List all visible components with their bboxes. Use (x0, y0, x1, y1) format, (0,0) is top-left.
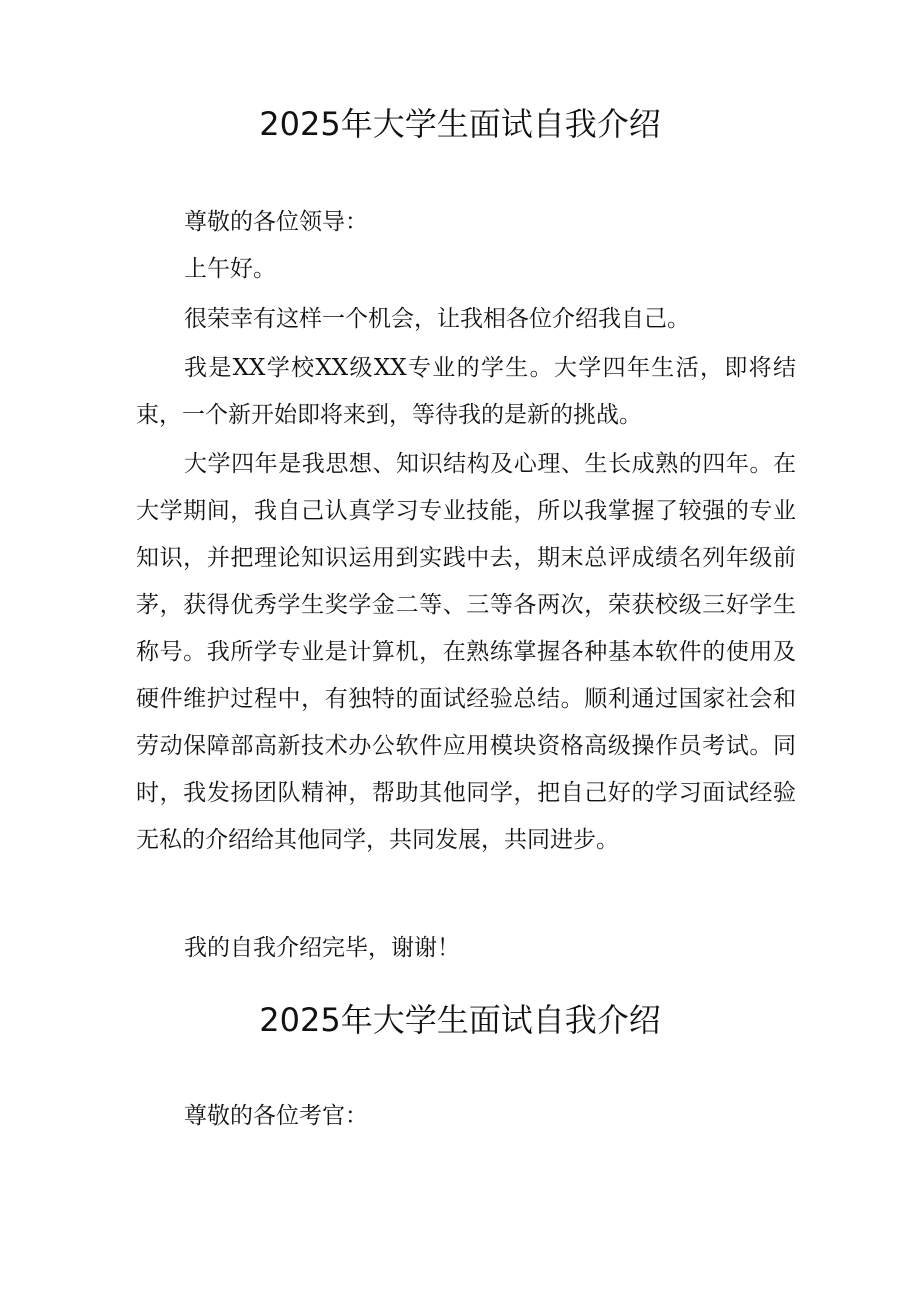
honor-paragraph: 很荣幸有这样一个机会，让我相各位介绍我自己。 (184, 306, 690, 332)
greeting-paragraph: 尊敬的各位领导： (184, 209, 368, 235)
closing-paragraph: 我的自我介绍完毕，谢谢！ (184, 935, 460, 961)
hello-paragraph: 上午好。 (184, 256, 276, 282)
intro-paragraph: 我是XX学校XX级XX专业的学生。大学四年生活，即将结束，一个新开始即将来到，等待我的是新的挑战。 (136, 355, 796, 428)
document-title: 2025年大学生面试自我介绍 (259, 105, 661, 143)
second-document-title: 2025年大学生面试自我介绍 (259, 1001, 661, 1039)
second-greeting-paragraph: 尊敬的各位考官： (184, 1103, 368, 1129)
four-years-paragraph: 大学四年是我思想、知识结构及心理、生长成熟的四年。在大学期间，我自己认真学习专业技能，所以我掌握了较强的专业知识，并把理论知识运用到实践中去，期末总评成绩名列年级前茅，获得优秀学生奖学金二等、三等各两次，荣获校级三好学生称号。我所学专业是计算机，在熟练掌握各种基本软件的使用及硬件维护过程中，有独特的面试经验总结。顺利通过国家社会和劳动保障部高新技术办公软件应用模块资格高级操作员考试。同时，我发扬团队精神，帮助其他同学，把自己好的学习面试经验无私的介绍给其他同学，共同发展，共同进步。 (136, 451, 796, 853)
